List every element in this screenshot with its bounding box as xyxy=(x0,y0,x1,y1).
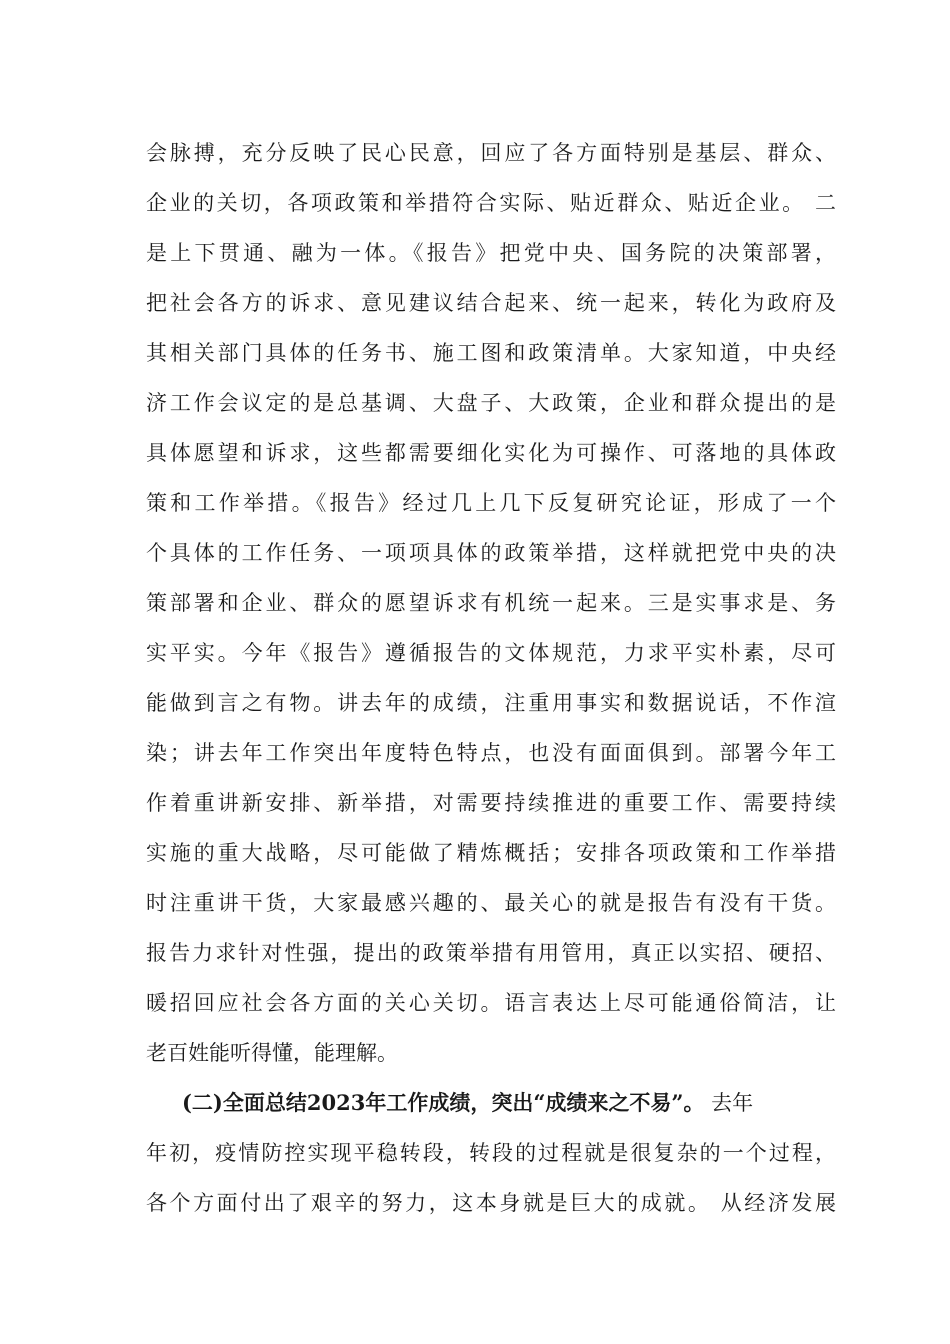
text-line: 策部署和企业、群众的愿望诉求有机统一起来。三是实事求是、务 xyxy=(146,591,836,615)
text-line: 能做到言之有物。讲去年的成绩，注重用事实和数据说话，不作渲 xyxy=(146,691,836,715)
heading-line-rest: 去年 xyxy=(704,1091,754,1115)
text-line: 其相关部门具体的任务书、施工图和政策清单。大家知道，中央经 xyxy=(146,341,836,365)
text-line: 报告力求针对性强，提出的政策举措有用管用，真正以实招、硬招、 xyxy=(146,941,836,965)
text-line: 具体愿望和诉求，这些都需要细化实化为可操作、可落地的具体政 xyxy=(146,441,836,465)
text-line: 各个方面付出了艰辛的努力，这本身就是巨大的成就。 从经济发展 xyxy=(146,1191,836,1215)
text-line: 个具体的工作任务、一项项具体的政策举措，这样就把党中央的决 xyxy=(146,541,836,565)
section-heading-line xyxy=(146,1078,836,1128)
text-line: 老百姓能听得懂，能理解。 xyxy=(146,1041,398,1065)
text-line: 染；讲去年工作突出年度特色特点，也没有面面俱到。部署今年工 xyxy=(146,741,836,765)
text-line: 时注重讲干货，大家最感兴趣的、最关心的就是报告有没有干货。 xyxy=(146,891,836,915)
text-line: 策和工作举措。《报告》经过几上几下反复研究论证，形成了一个 xyxy=(146,491,836,515)
text-line: 把社会各方的诉求、意见建议结合起来、统一起来，转化为政府及 xyxy=(146,291,836,315)
document-body xyxy=(146,128,836,1228)
text-line: 实施的重大战略，尽可能做了精炼概括；安排各项政策和工作举措 xyxy=(146,841,836,865)
text-line: 年初，疫情防控实现平稳转段，转段的过程就是很复杂的一个过程， xyxy=(146,1141,836,1165)
text-line: 实平实。今年《报告》遵循报告的文体规范，力求平实朴素，尽可 xyxy=(146,641,836,665)
text-line: 作着重讲新安排、新举措，对需要持续推进的重要工作、需要持续 xyxy=(146,791,836,815)
section-heading: (二)全面总结2023年工作成绩，突出“成绩来之不易”。 xyxy=(182,1090,705,1115)
text-line: 会脉搏，充分反映了民心民意，回应了各方面特别是基层、群众、 xyxy=(146,141,836,165)
text-line: 企业的关切，各项政策和举措符合实际、贴近群众、贴近企业。 二 xyxy=(146,191,836,215)
text-line: 济工作会议定的是总基调、大盘子、大政策，企业和群众提出的是 xyxy=(146,391,836,415)
text-line: 暖招回应社会各方面的关心关切。语言表达上尽可能通俗简洁，让 xyxy=(146,991,836,1015)
text-line: 是上下贯通、融为一体。《报告》把党中央、国务院的决策部署， xyxy=(146,241,836,265)
